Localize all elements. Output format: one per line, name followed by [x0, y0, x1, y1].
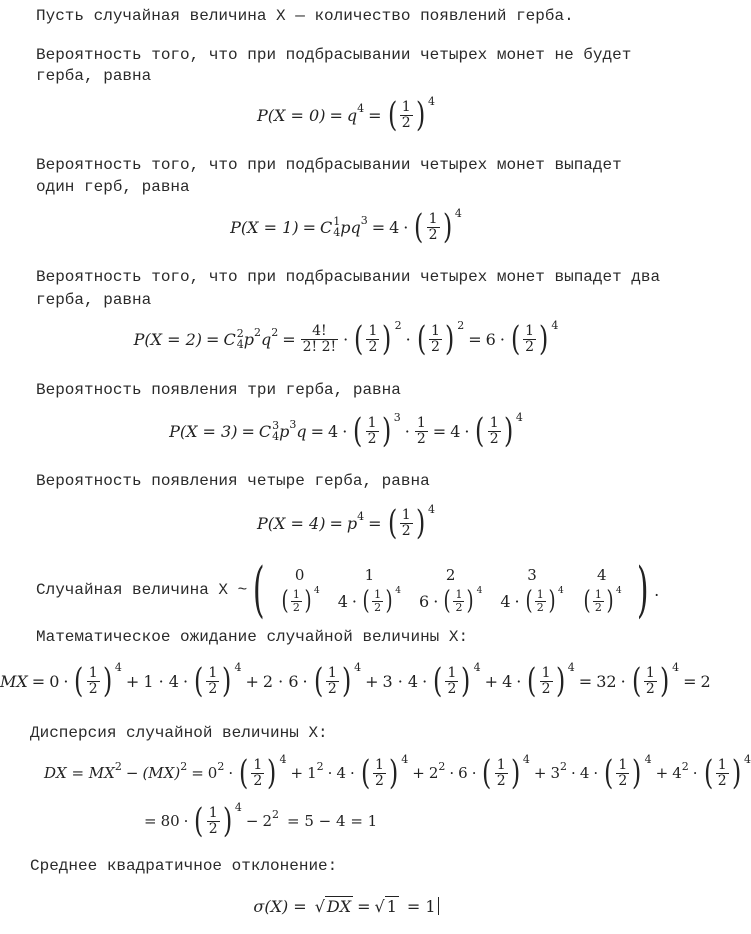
equation-p3: P(X = 3) = C 3 4 p 3 q = 4 · ( $\frac{1}{2}$ ) 3 · $\frac{1}{2}$ = 4 · ( $\frac{1}{2}$ ) 4 — [169, 410, 523, 451]
distribution — [36, 555, 660, 625]
sigma-label: Среднее квадратичное отклонение: — [30, 857, 338, 875]
equation-p4: P(X = 4) = p 4 = ( $\frac{1}{2}$ ) 4 — [257, 502, 435, 543]
p0-text-line1: Вероятность того, что при подбрасывании четырех монет не будет — [36, 46, 632, 64]
equation-p2: P(X = 2) = C 2 4 p 2 q 2 = $\frac{4!}{2! 2!}$ · ( $\frac{1}{2}$ ) 2 · ( $\frac{1}{2}$ ) 2 = 6 · ( $\frac{1}{2}$ ) 4 — [133, 318, 559, 359]
p1-text-line1: Вероятность того, что при подбрасывании четырех монет выпадет — [36, 156, 622, 174]
equation-dx-line2: = 80 · ( $\frac{1}{2}$ ) 4 − 2 2 = 5 − 4 = 1 — [144, 800, 378, 841]
equation-sigma: σ(X) = √ DX = √ 1 = 1 — [0, 896, 692, 916]
p2-text-line1: Вероятность того, что при подбрасывании четырех монет выпадет два — [36, 268, 661, 286]
equation-p0: P(X = 0) = q 4 = ( $\frac{1}{2}$ ) 4 — [257, 94, 435, 135]
distribution-matrix: ( 0 ( $\frac{1}{2}$ ) 4 1 4 · ( $\frac{1}{2}$ ) 4 2 6 · ( $\frac{1}{2}$ ) 4 3 4 · ( $\frac{1}{2}$ ) 4 4 ( $\frac{1}{2}$ ) 4 ) . — [253, 555, 660, 625]
equation-p1: P(X = 1) = C 1 4 pq 3 = 4 · ( $\frac{1}{2}$ ) 4 — [230, 206, 462, 247]
p2-text-line2: герба, равна — [36, 291, 152, 309]
mx-label: Математическое ожидание случайной величины X: — [36, 628, 469, 646]
p1-text-line2: один герб, равна — [36, 178, 190, 196]
equation-mx: MX = 0 · ( $\frac{1}{2}$ ) 4 + 1 · 4 · ( $\frac{1}{2}$ ) 4 + 2 · 6 · ( $\frac{1}{2}$ ) 4 + 3 · 4 · ( $\frac{1}{2}$ ) 4 + 4 · ( $\frac{1}{2}$ ) 4 = 32 · ( $\frac{1}{2}$ ) 4 = 2 — [0, 660, 711, 701]
equation-dx-line1: DX = MX 2 − (MX) 2 = 0 2 · ( $\frac{1}{2}$ ) 4 + 1 2 · 4 · ( $\frac{1}{2}$ ) 4 + 2 2 · 6 · ( $\frac{1}{2}$ ) 4 + 3 2 · 4 · ( $\frac{1}{2}$ ) 4 + 4 2 · ( $\frac{1}{2}$ ) 4 — [44, 752, 751, 793]
dx-label: Дисперсия случайной величины X: — [30, 724, 328, 742]
p4-text: Вероятность появления четыре герба, равна — [36, 472, 430, 490]
intro-text: Пусть случайная величина X — количество появлений герба. — [36, 7, 574, 25]
p0-text-line2: герба, равна — [36, 67, 152, 85]
distribution-label: Случайная величина X ~ — [36, 580, 248, 599]
p3-text: Вероятность появления три герба, равна — [36, 381, 401, 399]
text-cursor — [438, 897, 439, 915]
